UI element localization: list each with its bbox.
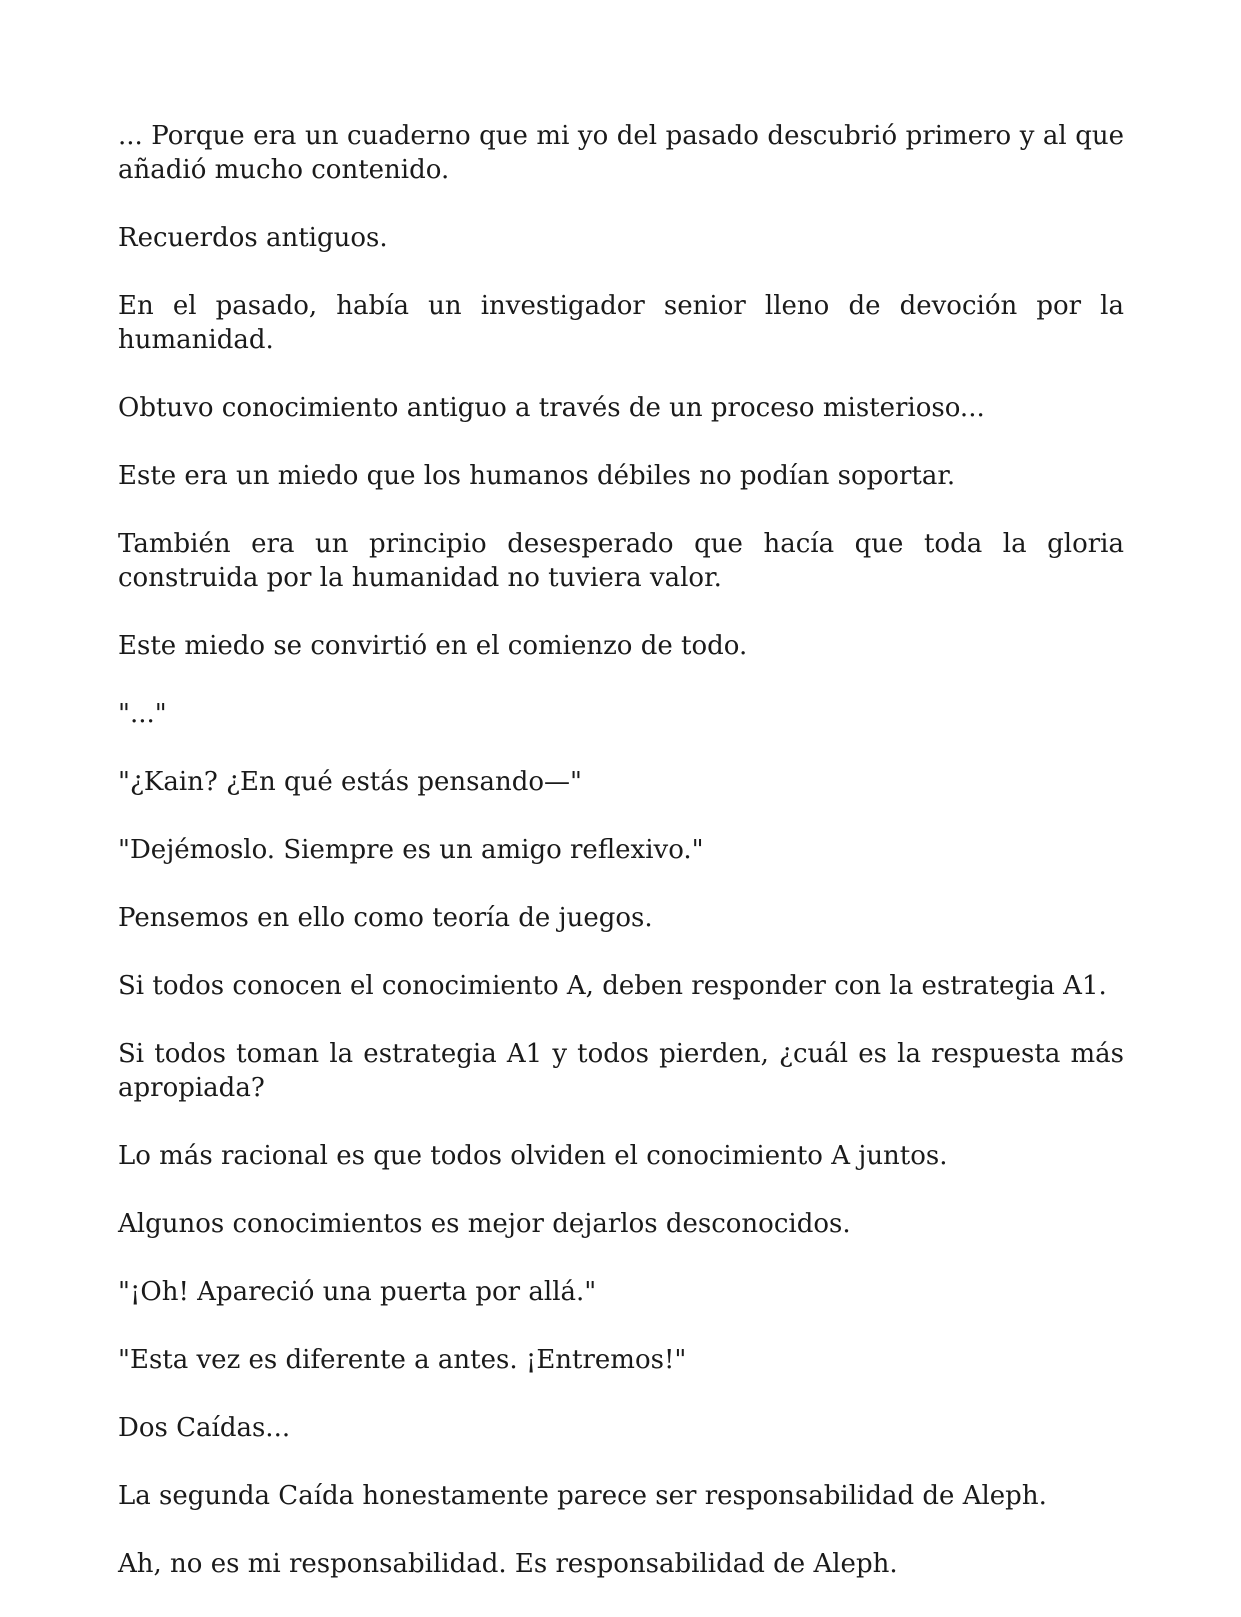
- paragraph-18: Dos Caídas...: [118, 1413, 291, 1443]
- paragraph-4: Obtuvo conocimiento antiguo a través de un proceso misterioso...: [118, 393, 985, 423]
- paragraph-8: "...": [118, 699, 167, 729]
- paragraph-10: "Dejémoslo. Siempre es un amigo reflexivo.": [118, 835, 704, 865]
- paragraph-19: La segunda Caída honestamente parece ser responsabilidad de Aleph.: [118, 1481, 1047, 1511]
- paragraph-7: Este miedo se convirtió en el comienzo de todo.: [118, 631, 748, 661]
- document-page: [118, 119, 1124, 1581]
- paragraph-6: También era un principio desesperado que hacía que toda la gloria construida por la humanidad no tuviera valor.: [118, 529, 1124, 593]
- paragraph-11: Pensemos en ello como teoría de juegos.: [118, 903, 653, 933]
- paragraph-20: Ah, no es mi responsabilidad. Es responsabilidad de Aleph.: [118, 1549, 898, 1579]
- paragraph-3: En el pasado, había un investigador senior lleno de devoción por la humanidad.: [118, 291, 1124, 355]
- paragraph-9: "¿Kain? ¿En qué estás pensando—": [118, 767, 582, 797]
- paragraph-14: Lo más racional es que todos olviden el conocimiento A juntos.: [118, 1141, 948, 1171]
- paragraph-5: Este era un miedo que los humanos débiles no podían soportar.: [118, 461, 956, 491]
- paragraph-12: Si todos conocen el conocimiento A, deben responder con la estrategia A1.: [118, 971, 1107, 1001]
- paragraph-16: "¡Oh! Apareció una puerta por allá.": [118, 1277, 597, 1307]
- paragraph-1: ... Porque era un cuaderno que mi yo del pasado descubrió primero y al que añadió mucho contenido.: [118, 121, 1124, 185]
- paragraph-2: Recuerdos antiguos.: [118, 223, 388, 253]
- paragraph-17: "Esta vez es diferente a antes. ¡Entremos!": [118, 1345, 687, 1375]
- paragraph-15: Algunos conocimientos es mejor dejarlos desconocidos.: [118, 1209, 851, 1239]
- paragraph-13: Si todos toman la estrategia A1 y todos pierden, ¿cuál es la respuesta más apropiada?: [118, 1039, 1124, 1103]
